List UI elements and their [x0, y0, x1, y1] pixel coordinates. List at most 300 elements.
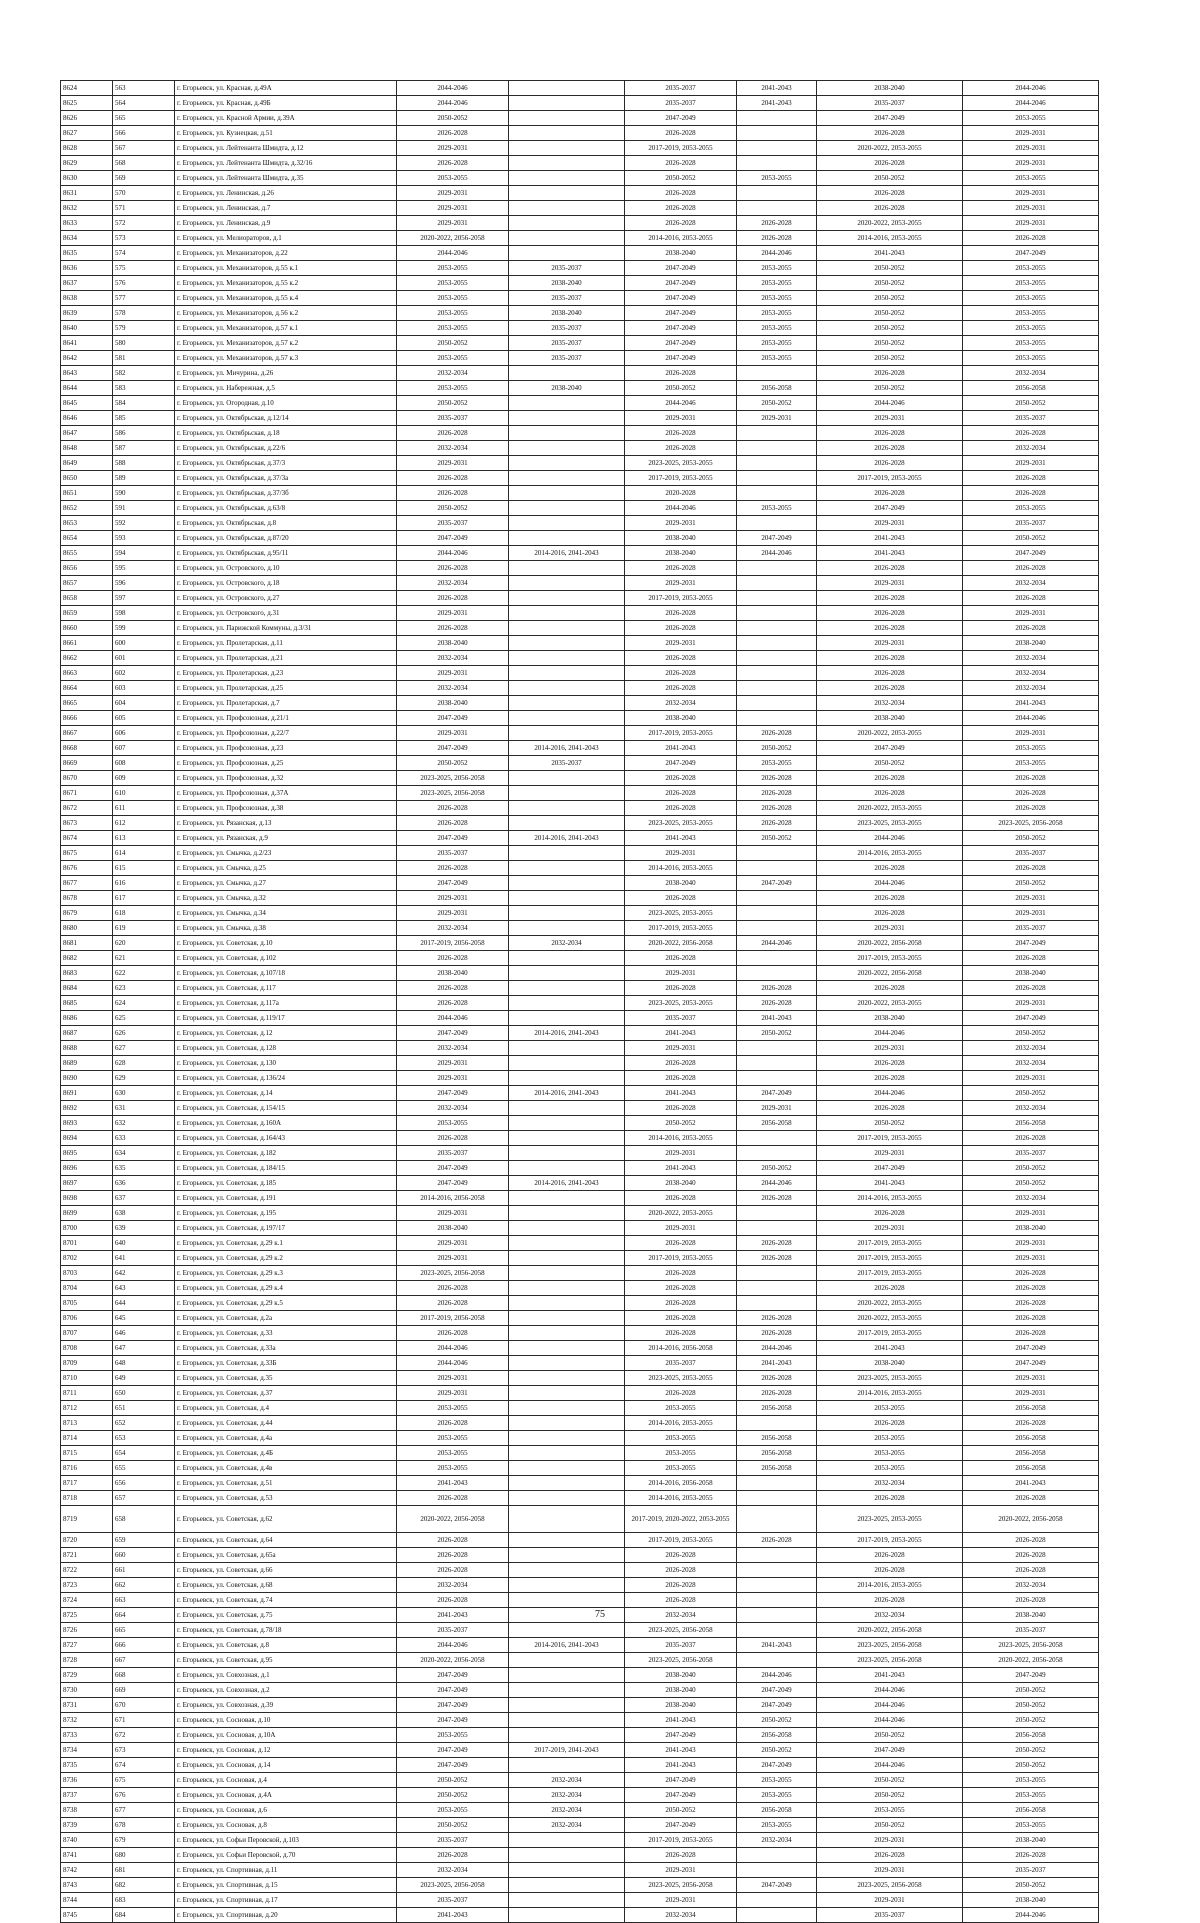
period-5-cell: 2050-2052 — [817, 171, 963, 186]
page-number: 75 — [595, 1609, 605, 1620]
row-number-cell: 8648 — [61, 441, 113, 456]
period-3-cell: 2053-2055 — [625, 1446, 737, 1461]
table-body — [61, 81, 1099, 1923]
item-number-cell: 624 — [113, 996, 175, 1011]
period-4-cell: 2053-2055 — [737, 1818, 817, 1833]
address-cell: г. Егорьевск, ул. Красной Армии, д.39А — [175, 111, 397, 126]
row-number-cell: 8624 — [61, 81, 113, 96]
period-6-cell: 2056-2058 — [963, 1461, 1099, 1476]
period-4-cell — [737, 186, 817, 201]
table-row — [61, 1356, 1099, 1371]
period-5-cell: 2050-2052 — [817, 306, 963, 321]
table-row — [61, 1848, 1099, 1863]
period-5-cell: 2047-2049 — [817, 1743, 963, 1758]
period-3-cell: 2035-2037 — [625, 96, 737, 111]
period-5-cell: 2050-2052 — [817, 1728, 963, 1743]
period-3-cell: 2047-2049 — [625, 336, 737, 351]
period-3-cell: 2047-2049 — [625, 756, 737, 771]
item-number-cell: 680 — [113, 1848, 175, 1863]
period-2-cell — [509, 1533, 625, 1548]
address-cell: г. Егорьевск, ул. Советская, д.29 к.5 — [175, 1296, 397, 1311]
period-4-cell — [737, 651, 817, 666]
address-cell: г. Егорьевск, ул. Профсоюзная, д.37А — [175, 786, 397, 801]
address-cell: г. Егорьевск, ул. Советская, д.53 — [175, 1491, 397, 1506]
item-number-cell: 603 — [113, 681, 175, 696]
period-2-cell — [509, 891, 625, 906]
table-row — [61, 621, 1099, 636]
period-3-cell: 2026-2028 — [625, 981, 737, 996]
period-2-cell — [509, 1446, 625, 1461]
period-6-cell: 2026-2028 — [963, 1848, 1099, 1863]
row-number-cell: 8647 — [61, 426, 113, 441]
period-4-cell — [737, 111, 817, 126]
period-5-cell: 2017-2019, 2053-2055 — [817, 471, 963, 486]
period-4-cell: 2026-2028 — [737, 786, 817, 801]
period-3-cell: 2026-2028 — [625, 1071, 737, 1086]
address-cell: г. Егорьевск, ул. Советская, д.185 — [175, 1176, 397, 1191]
period-3-cell: 2026-2028 — [625, 1296, 737, 1311]
address-cell: г. Егорьевск, ул. Советская, д.160А — [175, 1116, 397, 1131]
address-cell: г. Егорьевск, ул. Советская, д.95 — [175, 1653, 397, 1668]
address-cell: г. Егорьевск, ул. Механизаторов, д.57 к.1 — [175, 321, 397, 336]
table-row — [61, 1341, 1099, 1356]
period-3-cell: 2026-2028 — [625, 1281, 737, 1296]
address-cell: г. Егорьевск, ул. Октябрьская, д.37/3б — [175, 486, 397, 501]
row-number-cell: 8666 — [61, 711, 113, 726]
period-6-cell: 2056-2058 — [963, 1431, 1099, 1446]
period-2-cell — [509, 111, 625, 126]
row-number-cell: 8709 — [61, 1356, 113, 1371]
period-5-cell: 2017-2019, 2053-2055 — [817, 1251, 963, 1266]
period-4-cell: 2026-2028 — [737, 1533, 817, 1548]
period-1-cell: 2032-2034 — [397, 441, 509, 456]
table-row — [61, 1533, 1099, 1548]
row-number-cell: 8657 — [61, 576, 113, 591]
period-5-cell: 2026-2028 — [817, 1848, 963, 1863]
item-number-cell: 664 — [113, 1608, 175, 1623]
period-5-cell: 2053-2055 — [817, 1431, 963, 1446]
address-cell: г. Егорьевск, ул. Советская, д.10 — [175, 936, 397, 951]
table-row — [61, 351, 1099, 366]
period-6-cell: 2026-2028 — [963, 1548, 1099, 1563]
period-4-cell — [737, 561, 817, 576]
period-3-cell: 2038-2040 — [625, 1683, 737, 1698]
period-2-cell — [509, 411, 625, 426]
table-row — [61, 1461, 1099, 1476]
period-4-cell: 2050-2052 — [737, 396, 817, 411]
period-1-cell: 2029-2031 — [397, 606, 509, 621]
period-3-cell: 2026-2028 — [625, 1593, 737, 1608]
address-cell: г. Егорьевск, ул. Смычка, д.25 — [175, 861, 397, 876]
period-3-cell: 2014-2016, 2053-2055 — [625, 861, 737, 876]
period-1-cell: 2026-2028 — [397, 1416, 509, 1431]
period-6-cell: 2053-2055 — [963, 111, 1099, 126]
period-5-cell: 2044-2046 — [817, 1758, 963, 1773]
period-6-cell: 2041-2043 — [963, 696, 1099, 711]
period-5-cell: 2047-2049 — [817, 1161, 963, 1176]
period-5-cell: 2053-2055 — [817, 1461, 963, 1476]
row-number-cell: 8705 — [61, 1296, 113, 1311]
period-6-cell: 2020-2022, 2056-2058 — [963, 1506, 1099, 1533]
item-number-cell: 663 — [113, 1593, 175, 1608]
period-5-cell: 2020-2022, 2056-2058 — [817, 966, 963, 981]
period-4-cell: 2056-2058 — [737, 1431, 817, 1446]
period-4-cell — [737, 966, 817, 981]
period-4-cell: 2029-2031 — [737, 1101, 817, 1116]
period-3-cell: 2029-2031 — [625, 1863, 737, 1878]
address-cell: г. Егорьевск, ул. Совхозная, д.1 — [175, 1668, 397, 1683]
period-3-cell: 2014-2016, 2053-2055 — [625, 231, 737, 246]
period-4-cell — [737, 636, 817, 651]
period-5-cell: 2026-2028 — [817, 366, 963, 381]
address-cell: г. Егорьевск, ул. Механизаторов, д.55 к.1 — [175, 261, 397, 276]
table-row — [61, 1191, 1099, 1206]
period-3-cell: 2047-2049 — [625, 276, 737, 291]
item-number-cell: 641 — [113, 1251, 175, 1266]
period-2-cell: 2035-2037 — [509, 261, 625, 276]
period-3-cell: 2038-2040 — [625, 546, 737, 561]
period-4-cell: 2041-2043 — [737, 1356, 817, 1371]
period-4-cell — [737, 681, 817, 696]
period-3-cell: 2035-2037 — [625, 1356, 737, 1371]
period-1-cell: 2032-2034 — [397, 1578, 509, 1593]
period-4-cell: 2026-2028 — [737, 1371, 817, 1386]
period-1-cell: 2050-2052 — [397, 1773, 509, 1788]
period-2-cell — [509, 726, 625, 741]
period-4-cell: 2053-2055 — [737, 291, 817, 306]
period-4-cell: 2044-2046 — [737, 1668, 817, 1683]
period-2-cell — [509, 1476, 625, 1491]
period-2-cell — [509, 1578, 625, 1593]
table-row — [61, 1176, 1099, 1191]
item-number-cell: 625 — [113, 1011, 175, 1026]
period-3-cell: 2029-2031 — [625, 846, 737, 861]
period-2-cell — [509, 966, 625, 981]
row-number-cell: 8651 — [61, 486, 113, 501]
period-3-cell: 2041-2043 — [625, 1713, 737, 1728]
period-4-cell — [737, 156, 817, 171]
period-4-cell: 2050-2052 — [737, 1713, 817, 1728]
period-5-cell: 2032-2034 — [817, 1608, 963, 1623]
period-2-cell — [509, 1146, 625, 1161]
period-6-cell: 2029-2031 — [963, 996, 1099, 1011]
period-6-cell: 2041-2043 — [963, 1476, 1099, 1491]
period-1-cell: 2044-2046 — [397, 1638, 509, 1653]
period-3-cell: 2038-2040 — [625, 1668, 737, 1683]
row-number-cell: 8652 — [61, 501, 113, 516]
period-4-cell: 2041-2043 — [737, 1011, 817, 1026]
period-3-cell: 2053-2055 — [625, 1461, 737, 1476]
period-1-cell: 2032-2034 — [397, 681, 509, 696]
period-6-cell: 2026-2028 — [963, 1491, 1099, 1506]
period-4-cell — [737, 1041, 817, 1056]
period-5-cell: 2026-2028 — [817, 126, 963, 141]
period-2-cell — [509, 1311, 625, 1326]
item-number-cell: 662 — [113, 1578, 175, 1593]
period-4-cell: 2026-2028 — [737, 1191, 817, 1206]
period-5-cell: 2026-2028 — [817, 1206, 963, 1221]
period-4-cell: 2044-2046 — [737, 936, 817, 951]
period-6-cell: 2035-2037 — [963, 846, 1099, 861]
item-number-cell: 634 — [113, 1146, 175, 1161]
period-3-cell: 2017-2019, 2053-2055 — [625, 726, 737, 741]
address-cell: г. Егорьевск, ул. Кузнецкая, д.51 — [175, 126, 397, 141]
period-6-cell: 2056-2058 — [963, 1446, 1099, 1461]
address-cell: г. Егорьевск, ул. Советская, д.29 к.3 — [175, 1266, 397, 1281]
row-number-cell: 8692 — [61, 1101, 113, 1116]
period-1-cell: 2047-2049 — [397, 1668, 509, 1683]
address-cell: г. Егорьевск, ул. Софьи Перовской, д.70 — [175, 1848, 397, 1863]
period-2-cell — [509, 531, 625, 546]
table-row — [61, 1758, 1099, 1773]
period-5-cell: 2026-2028 — [817, 426, 963, 441]
period-3-cell: 2023-2025, 2056-2058 — [625, 1653, 737, 1668]
period-6-cell: 2026-2028 — [963, 561, 1099, 576]
table-row — [61, 1728, 1099, 1743]
item-number-cell: 675 — [113, 1773, 175, 1788]
period-2-cell — [509, 981, 625, 996]
period-3-cell: 2032-2034 — [625, 1908, 737, 1923]
period-5-cell: 2029-2031 — [817, 1863, 963, 1878]
period-1-cell: 2026-2028 — [397, 1491, 509, 1506]
table-row — [61, 1506, 1099, 1533]
period-6-cell: 2053-2055 — [963, 291, 1099, 306]
address-cell: г. Егорьевск, ул. Набережная, д.5 — [175, 381, 397, 396]
period-3-cell: 2023-2025, 2053-2055 — [625, 816, 737, 831]
period-1-cell: 2035-2037 — [397, 1833, 509, 1848]
item-number-cell: 591 — [113, 501, 175, 516]
table-row — [61, 1743, 1099, 1758]
period-4-cell: 2050-2052 — [737, 831, 817, 846]
period-1-cell: 2017-2019, 2056-2058 — [397, 1311, 509, 1326]
table-row — [61, 1593, 1099, 1608]
period-1-cell: 2029-2031 — [397, 216, 509, 231]
period-2-cell — [509, 1833, 625, 1848]
item-number-cell: 609 — [113, 771, 175, 786]
address-cell: г. Егорьевск, ул. Октябрьская, д.37/3 — [175, 456, 397, 471]
period-5-cell: 2020-2022, 2053-2055 — [817, 996, 963, 1011]
period-1-cell: 2029-2031 — [397, 726, 509, 741]
table-row — [61, 426, 1099, 441]
address-cell: г. Егорьевск, ул. Советская, д.29 к.4 — [175, 1281, 397, 1296]
period-2-cell — [509, 231, 625, 246]
row-number-cell: 8690 — [61, 1071, 113, 1086]
period-2-cell — [509, 396, 625, 411]
period-2-cell — [509, 921, 625, 936]
period-6-cell: 2026-2028 — [963, 471, 1099, 486]
row-number-cell: 8701 — [61, 1236, 113, 1251]
period-4-cell: 2053-2055 — [737, 1773, 817, 1788]
period-5-cell: 2041-2043 — [817, 246, 963, 261]
period-5-cell: 2050-2052 — [817, 291, 963, 306]
period-6-cell: 2050-2052 — [963, 876, 1099, 891]
period-6-cell: 2026-2028 — [963, 1326, 1099, 1341]
item-number-cell: 655 — [113, 1461, 175, 1476]
period-3-cell: 2017-2019, 2053-2055 — [625, 1533, 737, 1548]
period-1-cell: 2047-2049 — [397, 1026, 509, 1041]
period-2-cell — [509, 486, 625, 501]
table-row — [61, 666, 1099, 681]
row-number-cell: 8728 — [61, 1653, 113, 1668]
table-row — [61, 516, 1099, 531]
row-number-cell: 8633 — [61, 216, 113, 231]
period-5-cell: 2044-2046 — [817, 1683, 963, 1698]
table-row — [61, 456, 1099, 471]
period-5-cell: 2053-2055 — [817, 1803, 963, 1818]
period-6-cell: 2038-2040 — [963, 1893, 1099, 1908]
period-1-cell: 2026-2028 — [397, 486, 509, 501]
period-1-cell: 2050-2052 — [397, 111, 509, 126]
table-row — [61, 531, 1099, 546]
period-1-cell: 2029-2031 — [397, 1236, 509, 1251]
period-2-cell — [509, 666, 625, 681]
row-number-cell: 8693 — [61, 1116, 113, 1131]
period-6-cell: 2044-2046 — [963, 96, 1099, 111]
period-5-cell: 2029-2031 — [817, 636, 963, 651]
period-3-cell: 2047-2049 — [625, 1773, 737, 1788]
row-number-cell: 8684 — [61, 981, 113, 996]
item-number-cell: 599 — [113, 621, 175, 636]
item-number-cell: 670 — [113, 1698, 175, 1713]
table-row — [61, 1491, 1099, 1506]
address-cell: г. Егорьевск, ул. Лейтенанта Шмидта, д.12 — [175, 141, 397, 156]
item-number-cell: 648 — [113, 1356, 175, 1371]
period-5-cell: 2017-2019, 2053-2055 — [817, 1533, 963, 1548]
table-row — [61, 81, 1099, 96]
period-3-cell: 2038-2040 — [625, 711, 737, 726]
period-3-cell: 2035-2037 — [625, 1011, 737, 1026]
row-number-cell: 8687 — [61, 1026, 113, 1041]
address-cell: г. Егорьевск, ул. Октябрьская, д.87/20 — [175, 531, 397, 546]
period-4-cell: 2026-2028 — [737, 801, 817, 816]
item-number-cell: 584 — [113, 396, 175, 411]
period-1-cell: 2023-2025, 2056-2058 — [397, 771, 509, 786]
address-cell: г. Егорьевск, ул. Советская, д.37 — [175, 1386, 397, 1401]
period-1-cell: 2029-2031 — [397, 201, 509, 216]
table-row — [61, 216, 1099, 231]
period-1-cell: 2023-2025, 2056-2058 — [397, 786, 509, 801]
row-number-cell: 8673 — [61, 816, 113, 831]
period-6-cell: 2032-2034 — [963, 651, 1099, 666]
period-5-cell: 2050-2052 — [817, 261, 963, 276]
period-5-cell: 2047-2049 — [817, 501, 963, 516]
period-4-cell — [737, 696, 817, 711]
table-row — [61, 1146, 1099, 1161]
period-6-cell: 2047-2049 — [963, 1341, 1099, 1356]
period-1-cell: 2029-2031 — [397, 1251, 509, 1266]
period-2-cell — [509, 1116, 625, 1131]
period-2-cell: 2017-2019, 2041-2043 — [509, 1743, 625, 1758]
table-row — [61, 816, 1099, 831]
period-4-cell — [737, 1266, 817, 1281]
period-6-cell: 2026-2028 — [963, 951, 1099, 966]
item-number-cell: 643 — [113, 1281, 175, 1296]
period-1-cell: 2047-2049 — [397, 1743, 509, 1758]
address-cell: г. Егорьевск, ул. Советская, д.62 — [175, 1506, 397, 1533]
period-2-cell: 2014-2016, 2041-2043 — [509, 546, 625, 561]
row-number-cell: 8702 — [61, 1251, 113, 1266]
item-number-cell: 660 — [113, 1548, 175, 1563]
address-cell: г. Егорьевск, ул. Смычка, д.27 — [175, 876, 397, 891]
table-row — [61, 891, 1099, 906]
period-3-cell: 2014-2016, 2056-2058 — [625, 1341, 737, 1356]
period-3-cell: 2026-2028 — [625, 126, 737, 141]
row-number-cell: 8711 — [61, 1386, 113, 1401]
address-cell: г. Егорьевск, ул. Островского, д.31 — [175, 606, 397, 621]
address-cell: г. Егорьевск, ул. Октябрьская, д.22/6 — [175, 441, 397, 456]
period-5-cell: 2029-2031 — [817, 1041, 963, 1056]
period-6-cell: 2053-2055 — [963, 306, 1099, 321]
period-2-cell — [509, 1056, 625, 1071]
address-cell: г. Егорьевск, ул. Советская, д.154/15 — [175, 1101, 397, 1116]
period-3-cell: 2017-2019, 2053-2055 — [625, 1833, 737, 1848]
period-6-cell: 2020-2022, 2056-2058 — [963, 1653, 1099, 1668]
period-5-cell: 2017-2019, 2053-2055 — [817, 1131, 963, 1146]
row-number-cell: 8655 — [61, 546, 113, 561]
period-4-cell — [737, 471, 817, 486]
period-6-cell: 2056-2058 — [963, 1116, 1099, 1131]
period-3-cell: 2044-2046 — [625, 396, 737, 411]
item-number-cell: 644 — [113, 1296, 175, 1311]
period-3-cell: 2026-2028 — [625, 216, 737, 231]
period-6-cell: 2026-2028 — [963, 1593, 1099, 1608]
address-cell: г. Егорьевск, ул. Советская, д.8 — [175, 1638, 397, 1653]
period-2-cell — [509, 366, 625, 381]
period-4-cell — [737, 1893, 817, 1908]
period-3-cell: 2026-2028 — [625, 801, 737, 816]
item-number-cell: 646 — [113, 1326, 175, 1341]
item-number-cell: 577 — [113, 291, 175, 306]
period-4-cell: 2053-2055 — [737, 171, 817, 186]
period-6-cell: 2047-2049 — [963, 936, 1099, 951]
period-6-cell: 2032-2034 — [963, 666, 1099, 681]
row-number-cell: 8640 — [61, 321, 113, 336]
item-number-cell: 659 — [113, 1533, 175, 1548]
period-6-cell: 2047-2049 — [963, 1356, 1099, 1371]
period-6-cell: 2044-2046 — [963, 81, 1099, 96]
period-6-cell: 2029-2031 — [963, 126, 1099, 141]
period-2-cell — [509, 1371, 625, 1386]
period-4-cell: 2050-2052 — [737, 1161, 817, 1176]
period-5-cell: 2035-2037 — [817, 1908, 963, 1923]
period-6-cell: 2050-2052 — [963, 1026, 1099, 1041]
row-number-cell: 8691 — [61, 1086, 113, 1101]
period-4-cell — [737, 1593, 817, 1608]
period-1-cell: 2032-2034 — [397, 1863, 509, 1878]
row-number-cell: 8653 — [61, 516, 113, 531]
period-5-cell: 2029-2031 — [817, 1833, 963, 1848]
item-number-cell: 572 — [113, 216, 175, 231]
period-4-cell: 2026-2028 — [737, 1311, 817, 1326]
item-number-cell: 656 — [113, 1476, 175, 1491]
row-number-cell: 8719 — [61, 1506, 113, 1533]
row-number-cell: 8676 — [61, 861, 113, 876]
period-5-cell: 2041-2043 — [817, 1341, 963, 1356]
item-number-cell: 630 — [113, 1086, 175, 1101]
period-3-cell: 2026-2028 — [625, 786, 737, 801]
address-cell: г. Егорьевск, ул. Советская, д.107/18 — [175, 966, 397, 981]
row-number-cell: 8717 — [61, 1476, 113, 1491]
period-1-cell: 2053-2055 — [397, 321, 509, 336]
period-3-cell: 2026-2028 — [625, 1848, 737, 1863]
period-6-cell: 2053-2055 — [963, 756, 1099, 771]
address-cell: г. Егорьевск, ул. Механизаторов, д.57 к.3 — [175, 351, 397, 366]
period-3-cell: 2023-2025, 2053-2055 — [625, 1371, 737, 1386]
period-2-cell — [509, 456, 625, 471]
period-4-cell: 2044-2046 — [737, 246, 817, 261]
address-cell: г. Егорьевск, ул. Советская, д.184/15 — [175, 1161, 397, 1176]
item-number-cell: 621 — [113, 951, 175, 966]
